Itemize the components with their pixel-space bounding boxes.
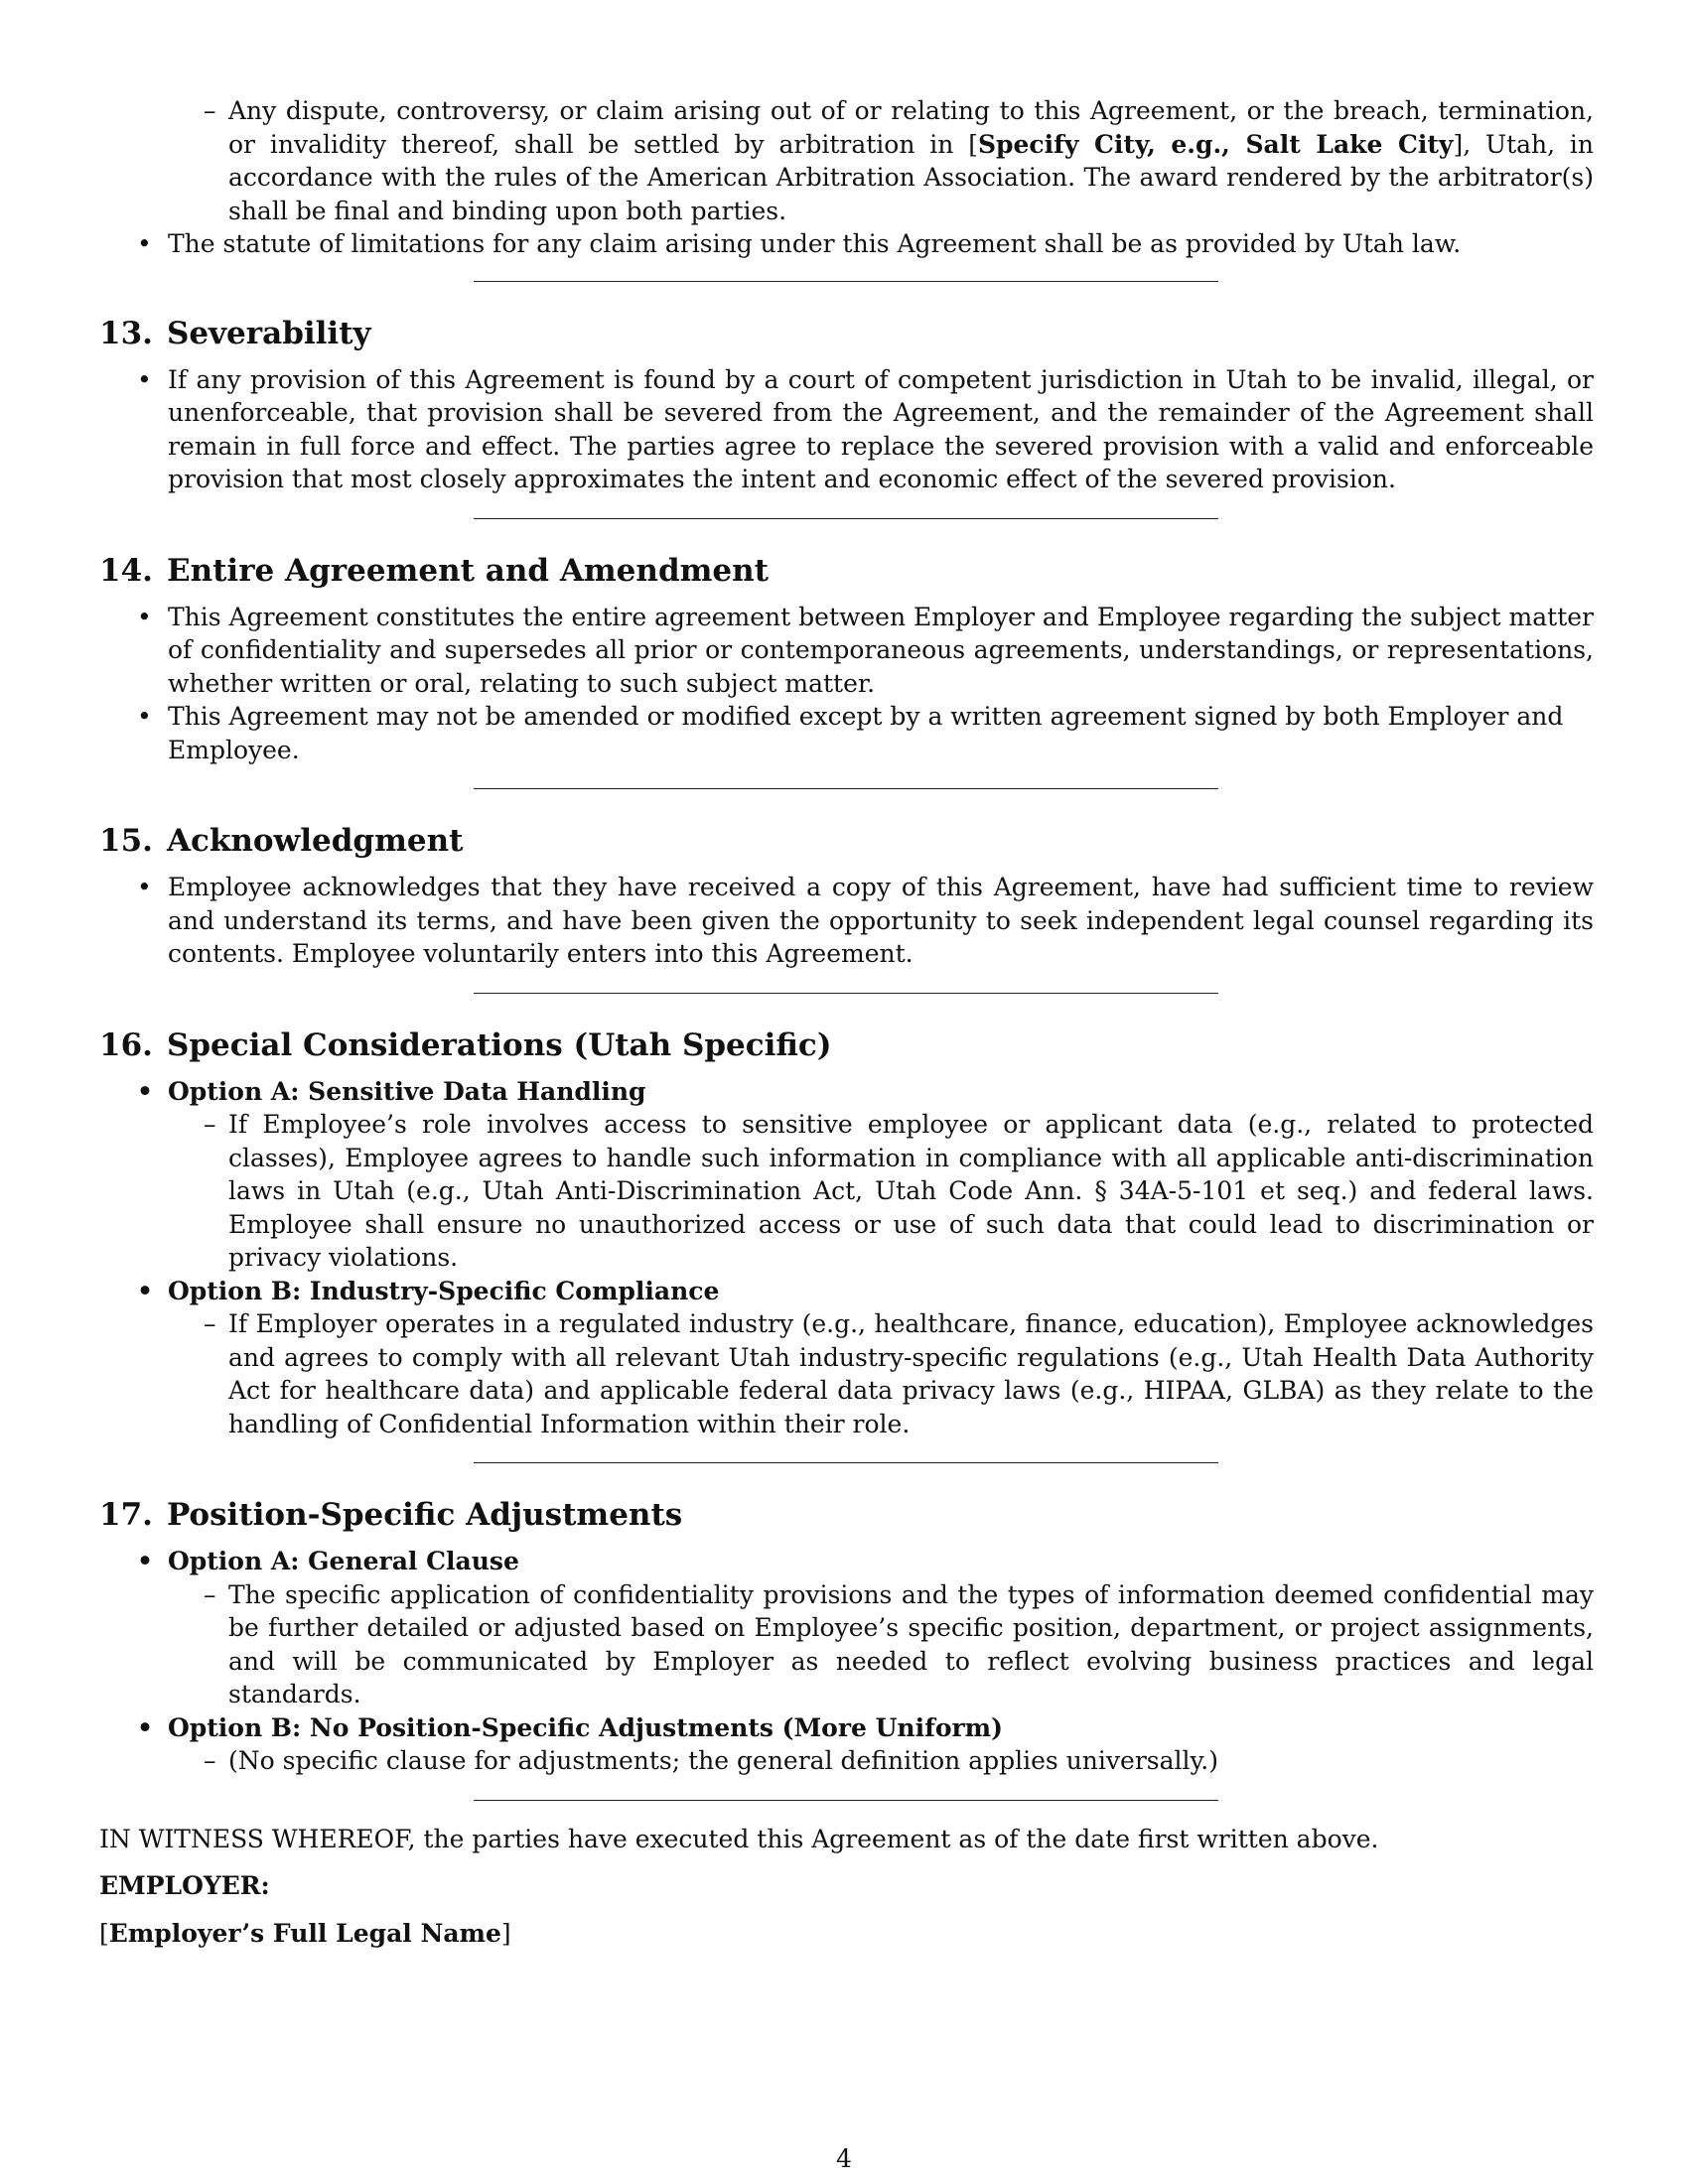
section-15-list — [99, 871, 1594, 971]
list-item: • Employee acknowledges that they have received a copy of this Agreement, have had sufficient time to review and understand its terms, and have been given the opportunity to seek independent legal counsel regarding its contents. Employee voluntarily enters into this Agreement. — [99, 871, 1594, 971]
section-divider — [474, 518, 1218, 519]
section-divider — [474, 993, 1218, 994]
option-b-text: – If Employer operates in a regulated industry (e.g., healthcare, finance, education), Employee acknowledges and agrees to comply with all relevant Utah industry-specific regulations (e.g., Utah Health Data Authority Act for healthcare data) and applicable federal data privacy laws (e.g., HIPAA, GLBA) as they relate to the handling of Confidential Information within their role. — [99, 1307, 1594, 1440]
list-item: • This Agreement may not be amended or modified except by a written agreement signed by both Employer and Employee. — [99, 700, 1594, 766]
option-b-text: – (No specific clause for adjustments; the general definition applies universally.) — [99, 1744, 1594, 1778]
section-divider — [474, 1462, 1218, 1463]
arbitration-clause: – Any dispute, controversy, or claim arising out of or relating to this Agreement, or the breach, termination, or invalidity thereof, shall be settled by arbitration in [Specify City, e.g., Salt Lake City], Utah, in accordance with the rules of the American Arbitration Association. The award rendered by the arbitrator(s) shall be final and binding upon both parties. — [99, 94, 1594, 227]
statute-limitations-item: • The statute of limitations for any claim arising under this Agreement shall be as provided by Utah law. — [99, 227, 1594, 261]
arbitration-city-placeholder: Specify City, e.g., Salt Lake City — [977, 129, 1454, 159]
option-a-text: – If Employee’s role involves access to sensitive employee or applicant data (e.g., related to protected classes), Employee agrees to handle such information in compliance with all applicable anti-discrimination laws in Utah (e.g., Utah Anti-Discrimination Act, Utah Code Ann. § 34A-5-101 et seq.) and federal laws. Employee shall ensure no unauthorized access or use of such data that could lead to discrimination or privacy violations. — [99, 1108, 1594, 1275]
section-13-list — [99, 363, 1594, 496]
section-13-heading: 13. Severability — [99, 315, 371, 351]
option-b-label: • Option B: No Position-Specific Adjustments (More Uniform) — [99, 1711, 1594, 1745]
section-divider — [474, 788, 1218, 789]
section-16-heading: 16. Special Considerations (Utah Specific) — [99, 1026, 832, 1063]
section-divider — [474, 1800, 1218, 1801]
section-16-list — [99, 1075, 1594, 1441]
section-14-list — [99, 601, 1594, 767]
employer-label: EMPLOYER: — [99, 1871, 270, 1900]
option-a-text: – The specific application of confidentiality provisions and the types of information deemed confidential may be further detailed or adjusted based on Employee’s specific position, department, or project assignments, and will be communicated by Employer as needed to reflect evolving business practices and legal standards. — [99, 1578, 1594, 1711]
dispute-list — [99, 94, 1594, 261]
section-17-list — [99, 1545, 1594, 1778]
section-17-heading: 17. Position-Specific Adjustments — [99, 1497, 683, 1533]
employer-name-placeholder: [Employer’s Full Legal Name] — [99, 1918, 511, 1948]
section-divider — [474, 281, 1218, 282]
list-item: • This Agreement constitutes the entire agreement between Employer and Employee regarding the subject matter of confidentiality and supersedes all prior or contemporaneous agreements, understandings, or representations, whether written or oral, relating to such subject matter. — [99, 601, 1594, 701]
page-number: 4 — [836, 2144, 852, 2173]
section-15-heading: 15. Acknowledgment — [99, 823, 464, 859]
list-item: • If any provision of this Agreement is found by a court of competent jurisdiction in Utah to be invalid, illegal, or unenforceable, that provision shall be severed from the Agreement, and the remainder of the Agreement shall remain in full force and effect. The parties agree to replace the severed provision with a valid and enforceable provision that most closely approximates the intent and economic effect of the severed provision. — [99, 363, 1594, 496]
option-a-label: • Option A: General Clause — [99, 1545, 1594, 1578]
document-page — [99, 94, 1594, 1950]
option-a-label: • Option A: Sensitive Data Handling — [99, 1075, 1594, 1109]
section-14-heading: 14. Entire Agreement and Amendment — [99, 552, 769, 589]
witness-statement: IN WITNESS WHEREOF, the parties have executed this Agreement as of the date first written above. — [99, 1824, 1379, 1853]
option-b-label: • Option B: Industry-Specific Compliance — [99, 1275, 1594, 1308]
